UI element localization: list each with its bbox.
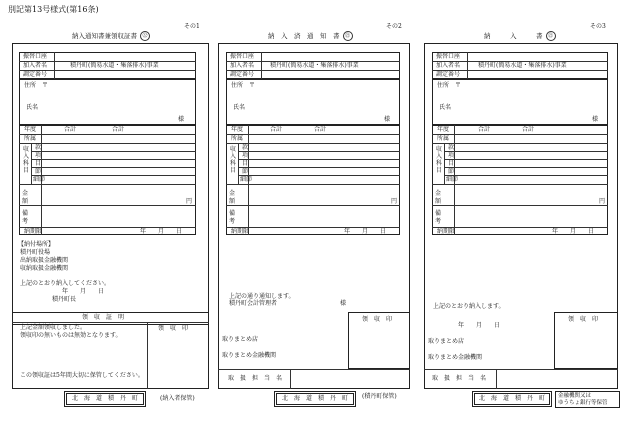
income-row-4: 節 [448, 168, 455, 175]
value-kanyusha: 積丹町(簡易水道・集落排水)事業 [270, 62, 359, 69]
label-kingaku: 金額 [229, 190, 236, 205]
receipt-stamp: 領 収 印 [568, 316, 599, 323]
income-row-3: 目 [242, 160, 249, 167]
footer-box: 北 海 道 積 丹 町 [274, 391, 356, 407]
label-income: 収入科目 [23, 146, 30, 174]
collect-2: 取りまとめ金融機関 [222, 352, 277, 359]
notice-date: 年 月 日 [458, 322, 501, 329]
deadline-date: 年 月 日 [344, 228, 387, 235]
label-nendo: 年度 [437, 126, 450, 133]
place-3: 収納取扱金融機関 [20, 265, 69, 272]
amount-block [432, 125, 608, 235]
copy-heading: 納入通知書兼領収証書 ㉒ [72, 31, 150, 41]
deadline-date: 年 月 日 [552, 228, 595, 235]
label-chotei: 調定番号 [23, 71, 48, 78]
income-row-2: 項 [242, 152, 249, 159]
income-row-5: 細節 [446, 176, 459, 183]
label-chotei: 調定番号 [230, 71, 255, 78]
label-income: 収入科目 [436, 146, 443, 174]
notice: 上記のとおり納入します。 [433, 303, 505, 310]
copy-label: その3 [590, 23, 606, 30]
label-en: 円 [391, 198, 398, 205]
footer-note-1: 金融機関又は [558, 393, 592, 399]
label-shimei: 氏名 [233, 104, 246, 111]
label-sama: 様 [178, 116, 185, 123]
label-gokei-1: 合計 [64, 126, 77, 133]
label-biko: 備考 [22, 210, 29, 225]
label-furikae: 振替口座 [436, 53, 461, 60]
label-nofukigen: 納期限 [231, 228, 250, 235]
label-jusho: 住所 〒 [437, 82, 462, 89]
label-kingaku: 金額 [22, 190, 29, 205]
notice-date: 年 月 日 [62, 288, 105, 295]
receipt-text-2: 領収印の無いものは無効となります。 [20, 332, 122, 339]
label-gokei-1: 合計 [478, 126, 491, 133]
label-shokan: 所属 [437, 135, 450, 142]
receipt-stamp: 領 収 印 [158, 325, 189, 332]
footer-note: (積丹町保管) [362, 393, 397, 400]
label-jusho: 住所 〒 [24, 82, 49, 89]
label-kanyusha: 加入者名 [23, 62, 48, 69]
income-row-4: 節 [35, 168, 42, 175]
income-row-2: 項 [448, 152, 455, 159]
label-shimei: 氏名 [26, 104, 39, 111]
label-kingaku: 金額 [435, 190, 442, 205]
receipt-text-1: 上記金額領収しました。 [20, 324, 87, 331]
amount-block [19, 125, 196, 235]
handler: 取 扱 担 当 名 [228, 375, 283, 382]
label-biko: 備考 [435, 210, 442, 225]
label-income: 収入科目 [230, 146, 237, 174]
label-kanyusha: 加入者名 [436, 62, 461, 69]
handler: 取 扱 担 当 名 [432, 375, 487, 382]
label-en: 円 [599, 198, 606, 205]
collect-2: 取りまとめ金融機関 [428, 354, 483, 361]
label-gokei-2: 合計 [314, 126, 327, 133]
notice: 上記のとおり納入してください。 [20, 280, 111, 287]
receipt-title: 領 収 証 明 [82, 314, 125, 321]
value-kanyusha: 積丹町(簡易水道・集落排水)事業 [478, 62, 567, 69]
places-title: 【納付場所】 [18, 241, 55, 248]
number-circle: ㉒ [140, 31, 150, 41]
footer-box: 北 海 道 積 丹 町 [472, 391, 552, 407]
label-sama: 様 [592, 116, 599, 123]
copy-heading: 納 入 書 ㉒ [484, 31, 556, 41]
page-title: 別記第13号様式(第16条) [8, 5, 99, 14]
label-nofukigen: 納期限 [24, 228, 43, 235]
notice-2: 積丹町会計管理者 [229, 300, 278, 307]
label-gokei-2: 合計 [112, 126, 125, 133]
copy-heading: 納 入 済 通 知 書 ㉒ [268, 31, 353, 41]
label-kanyusha: 加入者名 [230, 62, 255, 69]
label-jusho: 住所 〒 [231, 82, 256, 89]
label-chotei: 調定番号 [436, 71, 461, 78]
number-circle: ㉒ [343, 31, 353, 41]
footer-box: 北 海 道 積 丹 町 [64, 391, 146, 407]
label-nofukigen: 納期限 [437, 228, 456, 235]
label-gokei-2: 合計 [522, 126, 535, 133]
notice: 上記の通り通知します。 [229, 293, 295, 300]
label-nendo: 年度 [231, 126, 244, 133]
label-shokan: 所属 [24, 135, 37, 142]
seal: 様 [340, 300, 347, 307]
collect-1: 取りまとめ店 [428, 338, 465, 345]
place-1: 積丹町役場 [20, 249, 51, 256]
footer-note-2: ゆうちょ銀行等保管 [558, 400, 608, 406]
label-nendo: 年度 [24, 126, 37, 133]
issuer: 積丹町長 [52, 296, 77, 303]
collect-1: 取りまとめ店 [222, 336, 259, 343]
copy-label: その2 [386, 23, 402, 30]
label-sama: 様 [384, 116, 391, 123]
number-circle: ㉒ [546, 31, 556, 41]
copy-label: その1 [184, 23, 200, 30]
income-row-2: 項 [35, 152, 42, 159]
receipt-text-3: この領収証は5年間大切に保管してください。 [20, 372, 144, 379]
receipt-stamp: 領 収 印 [362, 316, 393, 323]
deadline-date: 年 月 日 [140, 228, 183, 235]
footer-note: (納入者保管) [160, 395, 195, 402]
label-furikae: 振替口座 [23, 53, 48, 60]
income-row-5: 細節 [33, 176, 46, 183]
income-row-3: 目 [448, 160, 455, 167]
income-row-1: 款 [448, 144, 455, 151]
place-2: 出納取扱金融機関 [20, 257, 69, 264]
income-row-1: 款 [242, 144, 249, 151]
label-furikae: 振替口座 [230, 53, 255, 60]
label-shimei: 氏名 [439, 104, 452, 111]
income-row-4: 節 [242, 168, 249, 175]
label-gokei-1: 合計 [270, 126, 283, 133]
amount-block [226, 125, 400, 235]
label-en: 円 [186, 198, 193, 205]
label-shokan: 所属 [231, 135, 244, 142]
income-row-3: 目 [35, 160, 42, 167]
income-row-5: 細節 [240, 176, 253, 183]
income-row-1: 款 [35, 144, 42, 151]
value-kanyusha: 積丹町(簡易水道・集落排水)事業 [70, 62, 159, 69]
label-biko: 備考 [229, 210, 236, 225]
